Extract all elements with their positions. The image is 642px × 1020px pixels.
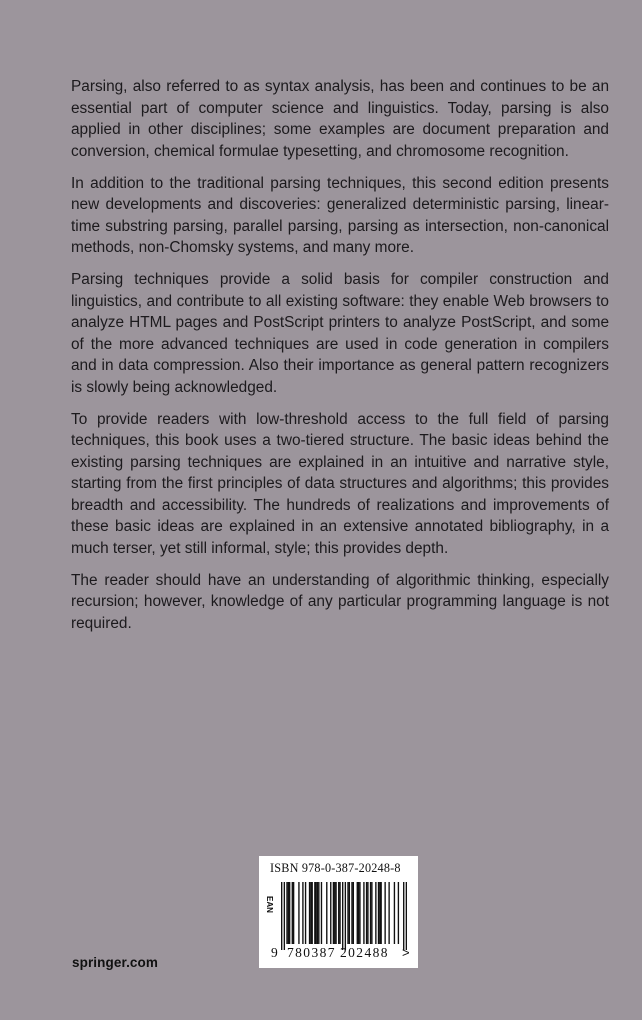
barcode-bar bbox=[298, 882, 299, 944]
isbn-barcode bbox=[259, 856, 418, 968]
blurb-text bbox=[71, 76, 609, 645]
barcode-bar bbox=[366, 882, 367, 944]
barcode-bar bbox=[345, 882, 346, 950]
barcode-bar bbox=[312, 882, 313, 944]
barcode-bar bbox=[353, 882, 354, 944]
barcode-bar bbox=[286, 882, 287, 944]
barcode-bar bbox=[403, 882, 404, 950]
barcode-bars bbox=[281, 882, 407, 950]
blurb-paragraph-5: The reader should have an understanding of algorithmic thinking, especially recursion; however, knowledge of any particular programming language is not required. bbox=[71, 571, 609, 632]
barcode-bar bbox=[289, 882, 290, 944]
barcode-right-digits: 202488 bbox=[340, 945, 389, 960]
barcode-bar bbox=[335, 882, 336, 944]
barcode-bar bbox=[314, 882, 315, 944]
barcode-bar bbox=[288, 882, 289, 944]
barcode-bar bbox=[334, 882, 335, 944]
barcode-bar bbox=[398, 882, 399, 944]
barcode-bar bbox=[349, 882, 350, 944]
barcode-bar bbox=[371, 882, 372, 944]
barcode-bar bbox=[326, 882, 327, 944]
barcode-bar bbox=[309, 882, 310, 944]
barcode-bar bbox=[284, 882, 285, 950]
publisher-url[interactable]: springer.com bbox=[72, 955, 158, 970]
barcode-bar bbox=[379, 882, 380, 944]
barcode-bar bbox=[347, 882, 348, 944]
blurb-paragraph-2: In addition to the traditional parsing techniques, this second edition presents new developments and discoveries: generalized deterministic parsing, linear-time substring parsing, parallel parsing, parsing as intersection, non-canonical methods, non-Chomsky systems, and many more. bbox=[71, 174, 609, 256]
barcode-bar bbox=[358, 882, 359, 944]
isbn-label: ISBN 978-0-387-20248-8 bbox=[270, 861, 401, 875]
barcode-bar bbox=[363, 882, 364, 944]
barcode-bar bbox=[293, 882, 294, 944]
barcode-lead-digit: 9 bbox=[271, 945, 278, 960]
barcode-bar bbox=[305, 882, 306, 944]
barcode-left-digits: 780387 bbox=[287, 945, 336, 960]
ean-label: EAN bbox=[265, 896, 274, 913]
barcode-bar bbox=[359, 882, 360, 944]
barcode-bar bbox=[367, 882, 368, 944]
barcode-bar bbox=[406, 882, 407, 950]
blurb-paragraph-1: Parsing, also referred to as syntax analysis, has been and continues to be an essential part of computer science and linguistics. Today, parsing is also applied in other disciplines; some examples are document preparation and conversion, chemical formulae typesetting, and chromosome recognition. bbox=[71, 78, 609, 160]
barcode-bar bbox=[315, 882, 316, 944]
barcode-bar bbox=[318, 882, 319, 944]
barcode-bar bbox=[384, 882, 385, 944]
barcode-bar bbox=[394, 882, 395, 944]
barcode-bar bbox=[321, 882, 322, 944]
barcode-bar bbox=[310, 882, 311, 944]
barcode-bar bbox=[317, 882, 318, 944]
barcode-bar bbox=[378, 882, 379, 944]
barcode-bar bbox=[338, 882, 339, 944]
barcode-bar bbox=[302, 882, 303, 944]
barcode-bar bbox=[380, 882, 381, 944]
blurb-paragraph-3: Parsing techniques provide a solid basis for compiler construction and linguistics, and contribute to all existing software: they enable Web browsers to analyze HTML pages and PostScript printers to analyze PostScript, and some of the more advanced techniques are used in code generation in compilers and in data compression. Also their importance as general pattern recognizers is slowly being acknowledged. bbox=[71, 271, 609, 396]
blurb-paragraph-4: To provide readers with low-threshold access to the full field of parsing techniques, this book uses a two-tiered structure. The basic ideas behind the existing parsing techniques are explained in an intuitive and narrative style, starting from the first principles of data structures and algorithms; this provides breadth and accessibility. The hundreds of realizations and improvements of these basic ideas are explained in an extensive annotated bibliography, in a much terser, yet still informal, style; this provides depth. bbox=[71, 410, 609, 557]
barcode-bar bbox=[370, 882, 371, 944]
barcode-quiet-zone-mark: > bbox=[402, 945, 410, 960]
barcode-bar bbox=[330, 882, 331, 944]
barcode-bar bbox=[339, 882, 340, 944]
barcode-bar bbox=[375, 882, 376, 944]
barcode-bar bbox=[333, 882, 334, 944]
barcode-bar bbox=[292, 882, 293, 944]
barcode-bar bbox=[351, 882, 352, 944]
barcode-bar bbox=[342, 882, 343, 950]
barcode-bar bbox=[388, 882, 389, 944]
barcode-bar bbox=[357, 882, 358, 944]
barcode-bar bbox=[281, 882, 282, 950]
